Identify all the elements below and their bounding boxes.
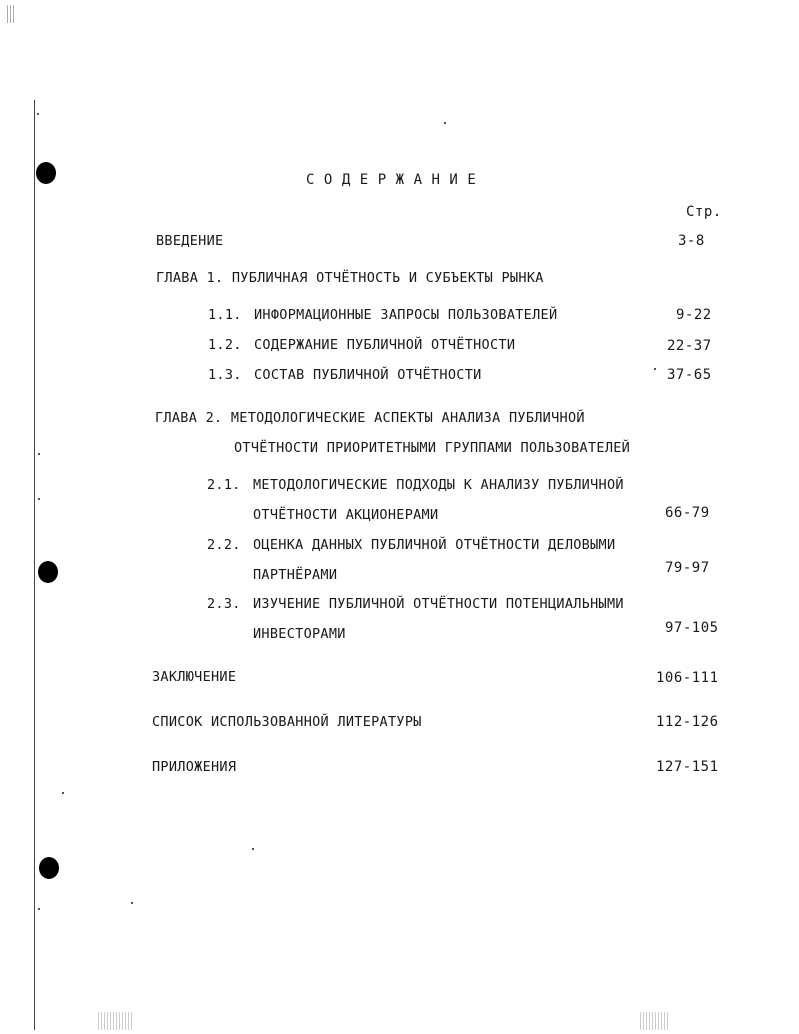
toc-entry-text-cont: ОТЧЁТНОСТИ АКЦИОНЕРАМИ — [253, 507, 439, 523]
speck — [131, 902, 133, 904]
page-column-header: Стр. — [686, 204, 722, 220]
scan-artifact — [7, 5, 15, 23]
toc-entry-text: СОДЕРЖАНИЕ ПУБЛИЧНОЙ ОТЧЁТНОСТИ — [254, 337, 516, 353]
toc-entry-number: 1.3. — [208, 367, 242, 383]
chapter-heading: ГЛАВА 2. МЕТОДОЛОГИЧЕСКИЕ АСПЕКТЫ АНАЛИЗА ПУБЛИЧНОЙ — [155, 410, 585, 426]
speck — [654, 368, 656, 370]
toc-entry-text: МЕТОДОЛОГИЧЕСКИЕ ПОДХОДЫ К АНАЛИЗУ ПУБЛИЧНОЙ — [253, 477, 624, 493]
toc-entry-text: ВВЕДЕНИЕ — [156, 233, 224, 249]
toc-entry-page: 112-126 — [656, 714, 719, 730]
toc-entry-number: 2.2. — [207, 537, 241, 553]
toc-entry-page: 106-111 — [656, 670, 719, 686]
toc-entry-text: ИЗУЧЕНИЕ ПУБЛИЧНОЙ ОТЧЁТНОСТИ ПОТЕНЦИАЛЬНЫМИ — [253, 596, 624, 612]
speck — [62, 792, 64, 794]
chapter-heading-cont: ОТЧЁТНОСТИ ПРИОРИТЕТНЫМИ ГРУППАМИ ПОЛЬЗОВАТЕЛЕЙ — [234, 440, 631, 456]
margin-line — [34, 100, 35, 1030]
toc-entry-number: 2.1. — [207, 477, 241, 493]
speck — [38, 498, 40, 500]
toc-entry-page: 3-8 — [678, 233, 705, 249]
toc-entry-text: СПИСОК ИСПОЛЬЗОВАННОЙ ЛИТЕРАТУРЫ — [152, 714, 422, 730]
toc-entry-text-cont: ПАРТНЁРАМИ — [253, 567, 338, 583]
toc-entry-page: 37-65 — [667, 367, 712, 383]
toc-entry-text: ЗАКЛЮЧЕНИЕ — [152, 669, 237, 685]
speck — [37, 113, 39, 115]
toc-entry-text: СОСТАВ ПУБЛИЧНОЙ ОТЧЁТНОСТИ — [254, 367, 482, 383]
toc-entry-number: 1.1. — [208, 307, 242, 323]
toc-entry-number: 1.2. — [208, 337, 242, 353]
toc-entry-text: ОЦЕНКА ДАННЫХ ПУБЛИЧНОЙ ОТЧЁТНОСТИ ДЕЛОВЫМИ — [253, 537, 616, 553]
speck — [444, 122, 446, 124]
scan-artifact — [98, 1012, 132, 1030]
toc-entry-page: 97-105 — [665, 620, 719, 636]
page-title: СОДЕРЖАНИЕ — [306, 172, 486, 188]
toc-entry-number: 2.3. — [207, 596, 241, 612]
chapter-heading: ГЛАВА 1. ПУБЛИЧНАЯ ОТЧЁТНОСТЬ И СУБЪЕКТЫ РЫНКА — [156, 270, 544, 286]
toc-entry-page: 22-37 — [667, 338, 712, 354]
toc-entry-text: ИНФОРМАЦИОННЫЕ ЗАПРОСЫ ПОЛЬЗОВАТЕЛЕЙ — [254, 307, 558, 323]
speck — [252, 848, 254, 850]
toc-entry-text: ПРИЛОЖЕНИЯ — [152, 759, 237, 775]
scan-artifact — [640, 1012, 670, 1030]
toc-entry-page: 66-79 — [665, 505, 710, 521]
toc-entry-text-cont: ИНВЕСТОРАМИ — [253, 626, 346, 642]
punch-hole — [39, 857, 59, 879]
toc-entry-page: 79-97 — [665, 560, 710, 576]
toc-entry-page: 9-22 — [676, 307, 712, 323]
speck — [38, 908, 40, 910]
punch-hole — [38, 561, 58, 583]
toc-entry-page: 127-151 — [656, 759, 719, 775]
punch-hole — [36, 162, 56, 184]
speck — [38, 453, 40, 455]
